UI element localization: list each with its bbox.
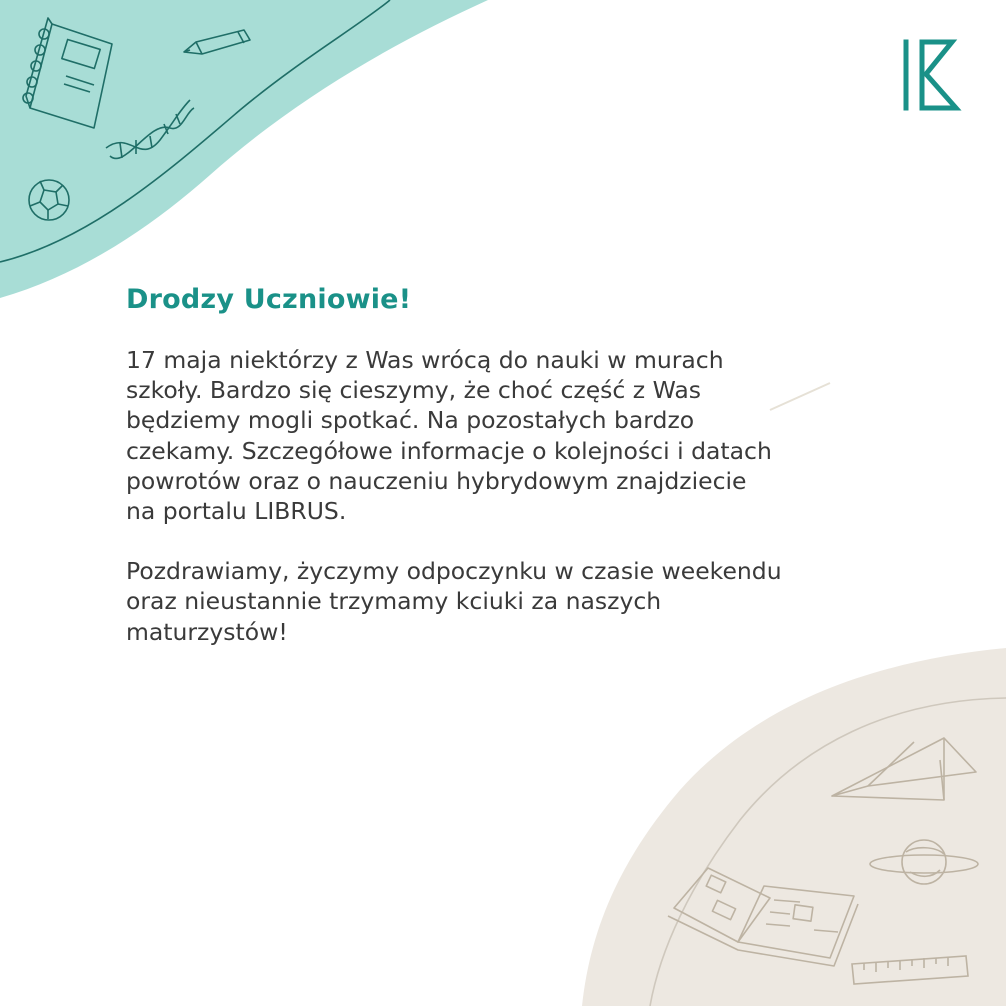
text-line: oraz nieustannie trzymamy kciuki za naszych bbox=[126, 587, 662, 616]
text-line: powrotów oraz o nauczeniu hybrydowym znajdziecie bbox=[126, 466, 747, 495]
text-line: będziemy mogli spotkać. Na pozostałych bardzo bbox=[126, 406, 695, 435]
text-line: czekamy. Szczegółowe informacje o kolejności i datach bbox=[126, 436, 772, 465]
paragraph-announcement bbox=[126, 345, 926, 526]
message-body bbox=[126, 345, 926, 647]
text-line: szkoły. Bardzo się cieszymy, że choć część z Was bbox=[126, 376, 701, 405]
text-line: 17 maja niektórzy z Was wrócą do nauki w murach bbox=[126, 346, 724, 374]
greeting-heading: Drodzy Uczniowie! bbox=[126, 284, 412, 315]
text-line: Pozdrawiamy, życzymy odpoczynku w czasie weekendu bbox=[126, 557, 782, 586]
mint-blob bbox=[0, 0, 488, 298]
paragraph-regards bbox=[126, 556, 926, 647]
text-line: maturzystów! bbox=[126, 617, 288, 646]
text-line: na portalu LIBRUS. bbox=[126, 497, 347, 526]
logo bbox=[898, 38, 964, 112]
